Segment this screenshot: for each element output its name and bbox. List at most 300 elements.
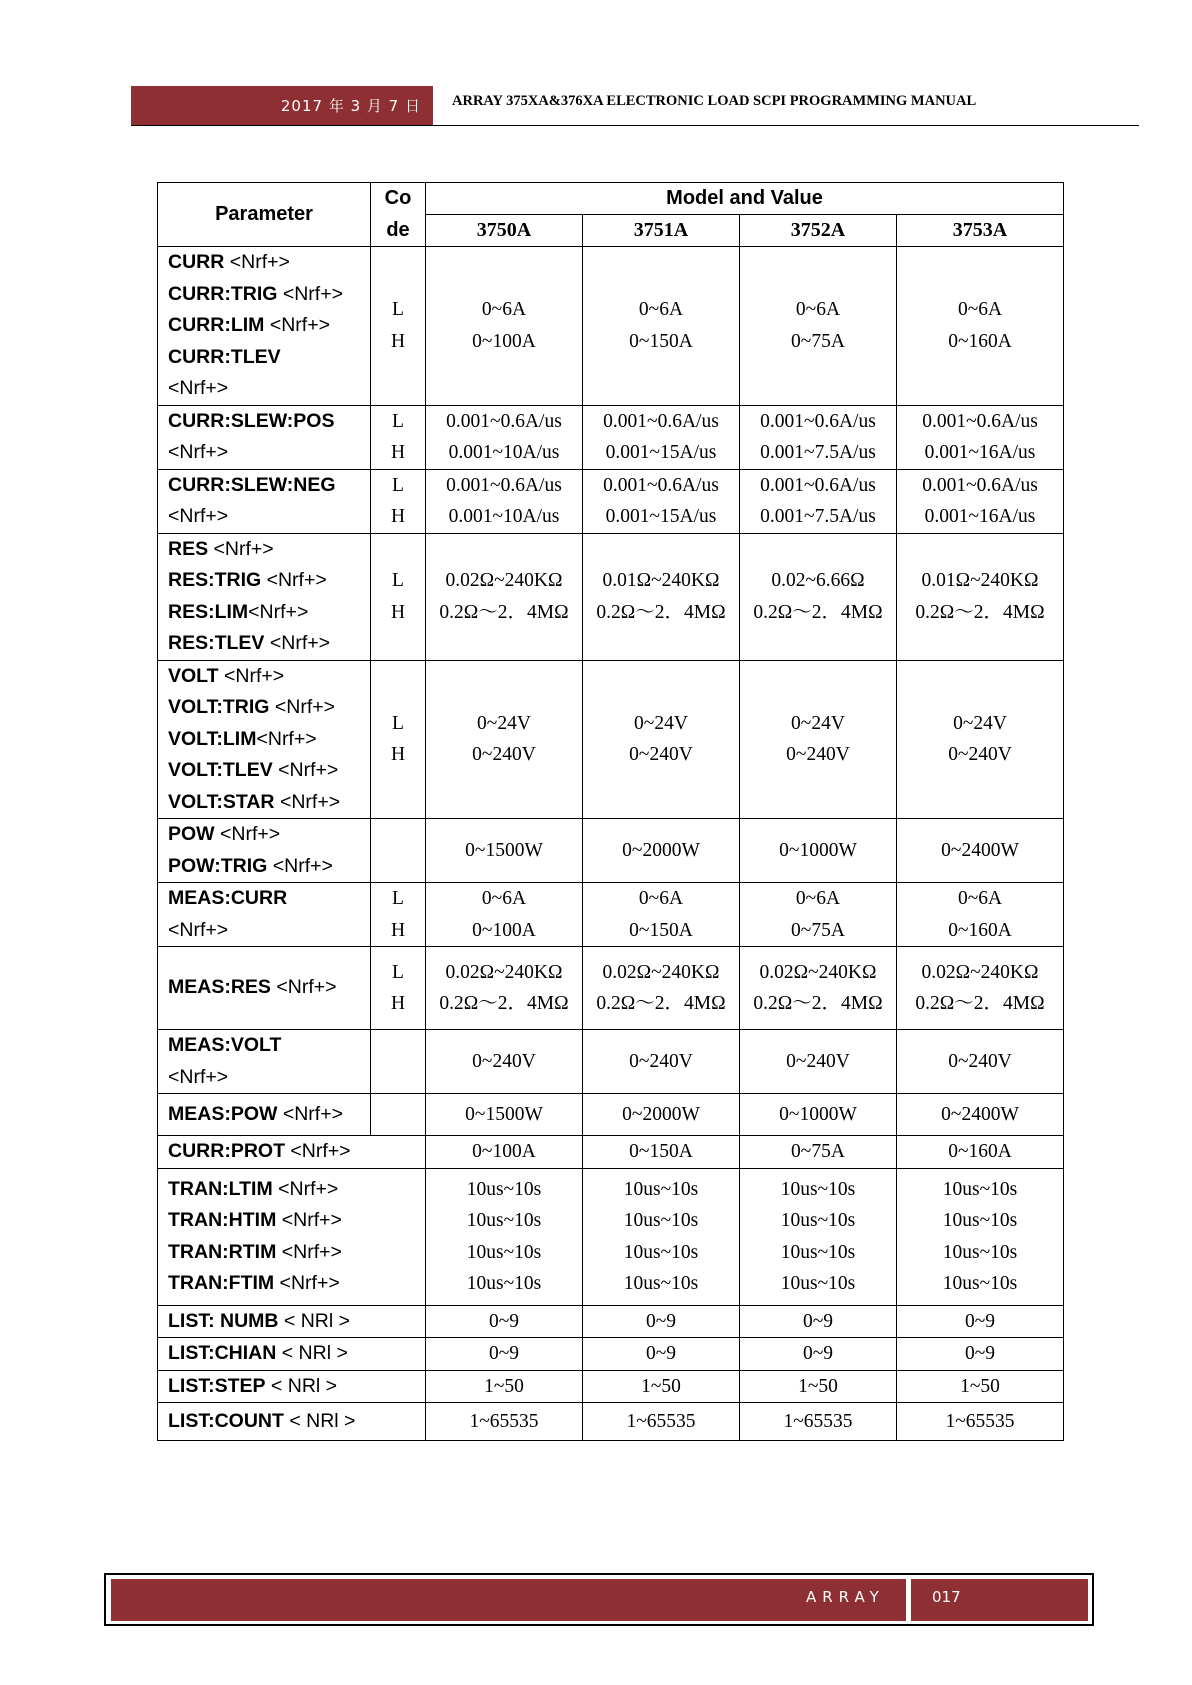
value-cell (897, 1403, 1064, 1441)
table-header-row (158, 183, 1064, 215)
value-cell-line: 0~100A (472, 1141, 536, 1162)
code-cell-line: L (392, 410, 404, 432)
table-row (158, 469, 1064, 533)
value-cell-line: 0~150A (629, 919, 693, 941)
value-cell (583, 1305, 740, 1338)
code-cell (371, 405, 426, 469)
value-cell-line: 0.001~0.6A/us (446, 410, 562, 432)
value-cell-line: 0~240V (786, 1050, 850, 1072)
spec-table (157, 182, 1064, 1441)
command-name: MEAS:CURR (168, 887, 288, 909)
value-cell-line: 0~6A (481, 299, 527, 321)
parameter-line (168, 819, 370, 851)
value-cell-line: 10us~10s (623, 1210, 699, 1231)
parameter-cell (158, 469, 371, 533)
command-name: TRAN:HTIM (168, 1209, 277, 1231)
parameter-line (168, 597, 370, 629)
command-argument: <Nrf+> (168, 377, 229, 399)
value-cell-line: 0~75A (791, 330, 845, 352)
parameter-line (168, 1338, 425, 1370)
value-cell (426, 1094, 583, 1136)
parameter-line (168, 534, 370, 566)
parameter-line (168, 692, 370, 724)
value-cell (583, 1094, 740, 1136)
value-cell-line: 0~100A (472, 919, 536, 941)
table-row (158, 1168, 1064, 1305)
value-cell (583, 1168, 740, 1305)
value-cell (583, 947, 740, 1030)
header-date-band (131, 86, 433, 126)
value-cell-line: 0~24V (477, 712, 531, 734)
command-argument: <Nrf+> (208, 537, 274, 560)
value-cell (740, 883, 897, 947)
value-cell-line: 0.01Ω~240KΩ (921, 570, 1039, 591)
value-cell-line: 0.02Ω~240KΩ (921, 961, 1039, 983)
header-title: ARRAY 375XA&376XA ELECTRONIC LOAD SCPI PROGRAMMING MANUAL (452, 93, 977, 109)
value-cell (583, 469, 740, 533)
value-cell-line: 0~160A (948, 330, 1012, 352)
value-cell (897, 947, 1064, 1030)
command-argument: <Nrf+> (277, 1102, 343, 1125)
parameter-cell (158, 1030, 371, 1094)
command-argument: <Nrf+> (270, 976, 337, 999)
command-argument: <Nrf+> (269, 696, 336, 718)
command-argument: < NRl > (276, 1342, 348, 1364)
table-row (158, 1136, 1064, 1169)
value-cell (583, 883, 740, 947)
value-cell (426, 1030, 583, 1094)
parameter-line (168, 1237, 425, 1269)
value-cell (426, 533, 583, 660)
command-name: MEAS:VOLT (168, 1034, 282, 1056)
code-header-bottom: de (371, 215, 426, 247)
value-cell (583, 1403, 740, 1441)
command-name: POW (168, 823, 215, 845)
value-cell-line: 0~1000W (779, 1103, 857, 1125)
parameter-line (168, 1306, 425, 1338)
command-argument: <Nrf+> (274, 1272, 340, 1294)
value-cell-line: 0~240V (629, 744, 693, 766)
value-cell-line: 0.001~15A/us (605, 506, 717, 527)
value-cell-line: 0.001~0.6A/us (603, 474, 719, 496)
command-argument: <Nrf+> (267, 854, 333, 877)
value-cell-line: 10us~10s (466, 1273, 542, 1294)
value-cell (740, 247, 897, 406)
command-argument: <Nrf+> (256, 727, 317, 750)
parameter-line (168, 1099, 370, 1131)
value-cell (740, 660, 897, 819)
value-cell-line: 0~75A (791, 919, 845, 941)
parameter-cell (158, 405, 371, 469)
command-argument: < NRl > (265, 1374, 338, 1397)
command-name: VOLT (168, 664, 219, 687)
code-cell-line: L (392, 888, 404, 909)
value-cell-line: 10us~10s (780, 1273, 856, 1294)
parameter-line (168, 628, 370, 660)
value-cell-line: 0.02Ω~240KΩ (759, 961, 877, 983)
value-cell-line: 1~65535 (626, 1410, 696, 1432)
value-cell (897, 883, 1064, 947)
value-cell-line: 0~6A (957, 299, 1003, 321)
parameter-cell (158, 1338, 426, 1371)
value-cell-line: 0~9 (802, 1310, 834, 1332)
value-cell (426, 1338, 583, 1371)
parameter-line (168, 406, 370, 438)
value-cell (897, 1168, 1064, 1305)
value-cell (897, 533, 1064, 660)
value-cell-line: 0.02Ω~240KΩ (602, 961, 720, 983)
code-cell (371, 883, 426, 947)
command-name: LIST:CHIAN (168, 1342, 277, 1364)
model-3753a: 3753A (897, 215, 1064, 247)
header-date: 2017 年 3 月 7 日 (280, 97, 421, 115)
parameter-line (168, 1406, 425, 1438)
parameter-line (168, 1268, 425, 1300)
value-cell-line: 0~9 (964, 1310, 996, 1332)
value-cell-line: 0.001~0.6A/us (760, 474, 876, 496)
code-cell (371, 247, 426, 406)
value-cell-line: 0.001~15A/us (605, 442, 717, 463)
parameter-line (168, 247, 370, 279)
value-cell-line: 10us~10s (623, 1241, 699, 1263)
value-cell-line: 0~160A (948, 1141, 1012, 1162)
value-cell-line: 0.2Ω～2．4MΩ (915, 993, 1045, 1014)
command-name: VOLT:TRIG (168, 696, 270, 718)
value-cell-line: 0.2Ω～2．4MΩ (439, 993, 569, 1014)
value-cell-line: 0~2400W (941, 839, 1019, 861)
value-cell-line: 0.001~10A/us (448, 442, 560, 463)
command-name: TRAN:LTIM (168, 1177, 273, 1200)
value-cell (897, 819, 1064, 883)
value-cell (426, 947, 583, 1030)
value-cell (897, 405, 1064, 469)
model-3751a: 3751A (583, 215, 740, 247)
value-cell (740, 1370, 897, 1403)
command-name: RES (168, 537, 209, 560)
value-cell-line: 10us~10s (942, 1210, 1018, 1231)
value-cell-line: 0~6A (638, 888, 684, 909)
parameter-line (168, 279, 370, 311)
code-cell-line: L (392, 961, 404, 983)
value-cell-line: 0.2Ω～2．4MΩ (915, 601, 1045, 623)
code-cell (371, 533, 426, 660)
value-cell-line: 0.2Ω～2．4MΩ (753, 993, 883, 1014)
value-cell (740, 533, 897, 660)
command-argument: <Nrf+> (272, 1177, 339, 1200)
parameter-cell (158, 247, 371, 406)
code-cell (371, 469, 426, 533)
command-argument: < NRl > (283, 1409, 356, 1432)
command-name: CURR:SLEW:POS (168, 409, 335, 432)
table-row (158, 1370, 1064, 1403)
value-cell-line: 0~1500W (465, 839, 543, 861)
value-cell-line: 0~9 (964, 1343, 996, 1364)
model-3750a: 3750A (426, 215, 583, 247)
value-cell-line: 0~240V (948, 744, 1012, 766)
command-argument: <Nrf+> (272, 759, 339, 781)
command-argument: <Nrf+> (285, 1140, 351, 1162)
value-cell-line: 0~2000W (622, 1103, 700, 1125)
parameter-line (168, 787, 370, 819)
value-cell (426, 1305, 583, 1338)
value-cell-line: 0.001~16A/us (924, 442, 1036, 463)
command-argument: < NRl > (278, 1309, 351, 1332)
code-cell-line: H (390, 993, 406, 1014)
code-cell (371, 947, 426, 1030)
value-cell (897, 247, 1064, 406)
command-argument: <Nrf+> (168, 918, 229, 941)
table-row (158, 947, 1064, 1030)
value-cell-line: 0~2000W (622, 839, 700, 861)
value-cell-line: 0~9 (488, 1310, 520, 1332)
command-name: MEAS:RES (168, 976, 271, 999)
value-cell-line: 0~100A (472, 330, 536, 352)
value-cell (740, 947, 897, 1030)
value-cell-line: 0.001~0.6A/us (922, 474, 1038, 496)
value-cell (897, 1338, 1064, 1371)
parameter-cell (158, 1136, 426, 1169)
command-name: POW:TRIG (168, 854, 268, 877)
command-argument: <Nrf+> (274, 790, 341, 813)
value-cell (740, 1338, 897, 1371)
parameter-line (168, 1371, 425, 1403)
value-cell (426, 819, 583, 883)
code-cell-line: H (390, 744, 406, 766)
value-cell (426, 405, 583, 469)
table-row (158, 883, 1064, 947)
value-cell (583, 819, 740, 883)
value-cell-line: 0~240V (472, 1050, 536, 1072)
value-cell-line: 0~6A (795, 299, 841, 321)
value-cell-line: 1~65535 (945, 1410, 1015, 1432)
command-argument: <Nrf+> (248, 600, 309, 623)
value-cell-line: 10us~10s (780, 1210, 856, 1231)
value-cell-line: 0.001~7.5A/us (760, 506, 876, 527)
value-cell (426, 247, 583, 406)
table-row (158, 660, 1064, 819)
code-cell-line: L (392, 570, 404, 591)
value-cell (583, 533, 740, 660)
value-cell (740, 1403, 897, 1441)
value-cell-line: 0~24V (634, 712, 688, 734)
parameter-header: Parameter (158, 183, 371, 247)
value-cell-line: 1~50 (484, 1375, 524, 1397)
parameter-line (168, 437, 370, 469)
value-cell-line: 0.01Ω~240KΩ (602, 570, 720, 591)
command-name: LIST:COUNT (168, 1409, 284, 1432)
value-cell (740, 1136, 897, 1169)
value-cell (583, 247, 740, 406)
code-header-top: Co (371, 183, 426, 215)
parameter-line (168, 661, 370, 693)
command-name: TRAN:FTIM (168, 1272, 275, 1294)
value-cell-line: 0~9 (802, 1343, 834, 1364)
value-cell-line: 0~6A (481, 888, 527, 909)
code-cell-line: L (392, 712, 404, 734)
parameter-cell (158, 660, 371, 819)
page-number: 017 (932, 1588, 961, 1606)
footer-band (111, 1579, 906, 1621)
value-cell-line: 10us~10s (466, 1210, 542, 1231)
value-cell-line: 1~50 (798, 1375, 838, 1397)
value-cell-line: 0.2Ω～2．4MΩ (596, 993, 726, 1014)
value-cell-line: 0.02Ω~240KΩ (445, 570, 563, 591)
value-cell-line: 0~240V (629, 1050, 693, 1072)
value-cell (897, 1136, 1064, 1169)
code-cell-line: H (390, 506, 406, 527)
value-cell (897, 660, 1064, 819)
value-cell-line: 0~6A (957, 888, 1003, 909)
value-cell-line: 10us~10s (466, 1178, 542, 1200)
command-name: VOLT:STAR (168, 790, 275, 813)
command-name: MEAS:POW (168, 1102, 278, 1125)
table-row (158, 533, 1064, 660)
header-rule (131, 125, 1139, 126)
code-cell-line: H (390, 601, 406, 623)
parameter-line (168, 755, 370, 787)
command-argument: <Nrf+> (218, 664, 285, 687)
value-cell-line: 0~240V (472, 744, 536, 766)
value-cell (426, 1168, 583, 1305)
parameter-line (168, 1205, 425, 1237)
value-cell (426, 1370, 583, 1403)
value-cell-line: 0.001~7.5A/us (760, 442, 876, 463)
value-cell-line: 0.001~0.6A/us (922, 410, 1038, 432)
value-cell-line: 0~9 (645, 1343, 677, 1364)
parameter-line (168, 470, 370, 502)
value-cell-line: 0~160A (948, 919, 1012, 941)
value-cell-line: 1~50 (960, 1375, 1000, 1397)
parameter-line (168, 501, 370, 533)
command-name: CURR:SLEW:NEG (168, 473, 336, 496)
parameter-line (168, 342, 370, 374)
table-row (158, 405, 1064, 469)
value-cell-line: 0~1500W (465, 1103, 543, 1125)
value-cell-line: 0~240V (948, 1050, 1012, 1072)
command-argument: <Nrf+> (168, 1065, 229, 1088)
command-name: CURR:PROT (168, 1140, 285, 1162)
spec-table-body (158, 183, 1064, 1441)
value-cell-line: 10us~10s (623, 1178, 699, 1200)
value-cell (426, 1403, 583, 1441)
code-cell (371, 1094, 426, 1136)
value-cell (897, 1305, 1064, 1338)
value-cell-line: 0.02~6.66Ω (771, 570, 865, 591)
value-cell-line: 0~9 (488, 1343, 520, 1364)
value-cell-line: 0~150A (629, 1141, 693, 1162)
value-cell (583, 1136, 740, 1169)
parameter-cell (158, 883, 371, 947)
parameter-cell (158, 819, 371, 883)
value-cell-line: 0~9 (645, 1310, 677, 1332)
value-cell-line: 0~150A (629, 330, 693, 352)
parameter-line (168, 1062, 370, 1094)
command-name: CURR (168, 251, 225, 273)
value-cell (897, 469, 1064, 533)
command-name: VOLT:TLEV (168, 759, 273, 781)
value-cell (426, 883, 583, 947)
value-cell (740, 819, 897, 883)
table-row (158, 1305, 1064, 1338)
value-cell-line: 0~1000W (779, 839, 857, 861)
value-cell-line: 10us~10s (780, 1178, 856, 1200)
table-row (158, 247, 1064, 406)
value-cell (426, 1136, 583, 1169)
table-row (158, 1030, 1064, 1094)
value-cell (426, 660, 583, 819)
value-cell-line: 0.001~0.6A/us (760, 410, 876, 432)
command-name: RES:LIM (168, 600, 249, 623)
parameter-cell (158, 1094, 371, 1136)
value-cell-line: 0.001~0.6A/us (446, 474, 562, 496)
command-name: CURR:TLEV (168, 345, 281, 368)
parameter-cell (158, 533, 371, 660)
parameter-cell (158, 1168, 426, 1305)
parameter-line (168, 1030, 370, 1062)
code-cell-line: H (390, 330, 406, 352)
command-name: VOLT:LIM (168, 727, 257, 750)
command-argument: <Nrf+> (224, 251, 290, 273)
value-cell (897, 1030, 1064, 1094)
value-cell-line: 1~65535 (783, 1410, 853, 1432)
value-cell-line: 0.2Ω～2．4MΩ (753, 601, 883, 623)
parameter-line (168, 565, 370, 597)
value-cell (897, 1370, 1064, 1403)
parameter-line (168, 310, 370, 342)
value-cell (583, 405, 740, 469)
value-cell-line: 10us~10s (942, 1178, 1018, 1200)
value-cell (740, 405, 897, 469)
value-cell (583, 1338, 740, 1371)
command-name: RES:TLEV (168, 632, 265, 654)
value-cell-line: 10us~10s (623, 1273, 699, 1294)
value-cell-line: 0~24V (791, 712, 845, 734)
parameter-line (168, 373, 370, 405)
model-3752a: 3752A (740, 215, 897, 247)
value-cell-line: 10us~10s (780, 1241, 856, 1263)
value-cell-line: 0~6A (638, 299, 684, 321)
value-cell-line: 0~24V (953, 712, 1007, 734)
code-cell-line: L (392, 474, 404, 496)
model-value-header: Model and Value (426, 183, 1064, 215)
command-argument: <Nrf+> (261, 569, 327, 591)
value-cell (740, 1094, 897, 1136)
command-name: RES:TRIG (168, 569, 262, 591)
command-name: CURR:TRIG (168, 282, 278, 305)
code-cell (371, 660, 426, 819)
code-cell (371, 1030, 426, 1094)
code-cell-line: H (390, 919, 406, 941)
value-cell (897, 1094, 1064, 1136)
value-cell-line: 1~65535 (469, 1410, 539, 1432)
command-name: CURR:LIM (168, 314, 265, 336)
value-cell (740, 469, 897, 533)
command-argument: <Nrf+> (264, 632, 331, 654)
command-argument: <Nrf+> (214, 823, 281, 845)
parameter-line (168, 883, 370, 915)
value-cell (740, 1305, 897, 1338)
parameter-line (168, 1174, 425, 1206)
footer-brand: ARRAY (806, 1588, 885, 1606)
command-argument: <Nrf+> (276, 1209, 342, 1231)
value-cell-line: 1~50 (641, 1375, 681, 1397)
value-cell-line: 0~6A (795, 888, 841, 909)
table-row (158, 1403, 1064, 1441)
command-name: LIST: NUMB (168, 1309, 279, 1332)
command-argument: <Nrf+> (277, 282, 343, 305)
value-cell-line: 0.001~16A/us (924, 506, 1036, 527)
parameter-line (168, 851, 370, 883)
